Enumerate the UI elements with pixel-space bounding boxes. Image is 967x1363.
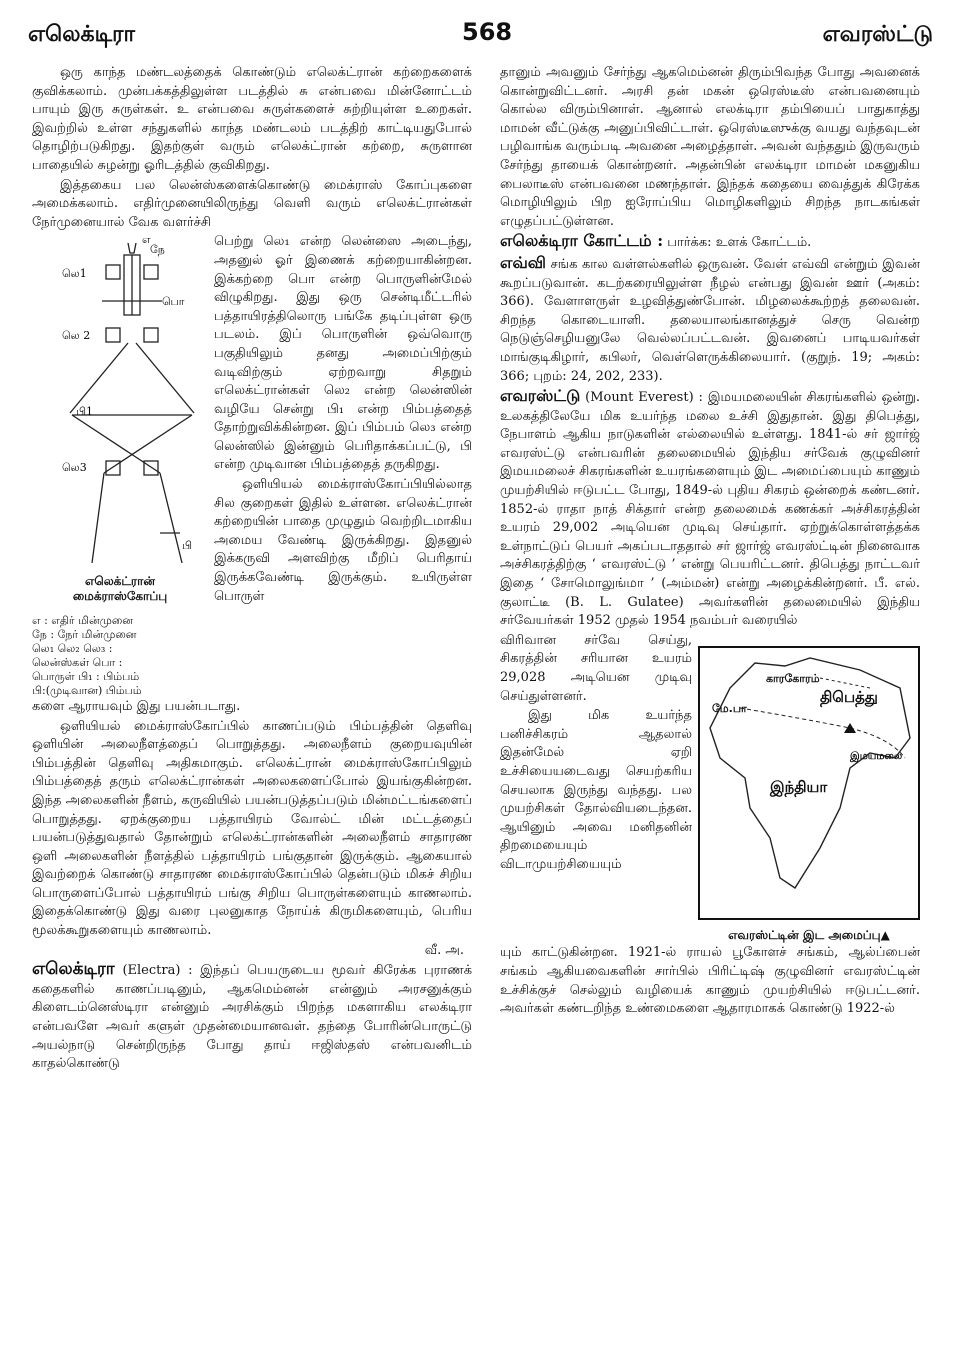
map-figure xyxy=(698,646,920,945)
map-label-india: இந்தியா xyxy=(770,777,828,796)
label-pi1: பி1 xyxy=(76,405,94,419)
label-ne: நே xyxy=(150,243,165,257)
entry-text: பார்க்க: உளக் கோட்டம். xyxy=(667,235,812,251)
label-le2: லெ 2 xyxy=(62,329,91,343)
entry-heading: எவரஸ்ட்டு xyxy=(500,386,581,406)
paragraph: ஒளியியல் மைக்ராஸ்கோப்பியில்லாத சில குறைகள் இதில் உள்ளன. எலெக்ட்ரான் கற்றையின் பாதை முழுதும் வெற்றிடமாகிய அமைய வேண்டி இருக்கிறது. இதனுல் இக்கருவி அளவிற்கு மீறிப் பெரிதாய் இருக்கவேண்டி இருக்கும். உயிருள்ள பொருள் xyxy=(214,477,472,604)
paragraph: களை ஆராயவும் இது பயன்படாது. xyxy=(32,698,241,714)
paragraph: ஒளியியல் மைக்ராஸ்கோப்பில் காணப்படும் பிம்பத்தின் தெளிவு ஒளியின் அலைநீளத்தைப் பொறுத்தது. அலைநீளம் குறையவுயின் பிம்பத்தின் தெளிவு அதிகமாகும். எலெக்ட்ரான் மைக்ராஸ்கோப்பிலும் பிம்பத்தைத் தரும் எலெக்ட்ரான்கள் அலைகளைப்போல் இயங்குகின்றன. இந்த அலைகளின் நீளம், கருவியில் பயன்படுத்தப்படும் மின்மட்டங்களைப் பொறுத்தது. ஏறக்குறைய பத்தாயிரம் வோல்ட் மின் மட்டத்தைப் பயன்படுத்துவதால் தோன்றும் எலெக்ட்ரான்களின் அலைநீளம் சாதாரண ஒளி அலைகளின் நீளத்தில் பத்தாயிரம் பங்குதான் இருக்கும். ஆகையால் இவற்றைக் கொண்டு சாதாரண மைக்ராஸ்கோப்பில் தென்படும் மிகச் சிறிய பொருளைப்போல் பத்தாயிரம் பங்கு சிறிய பொருள்களையும் காணலாம். இதைக்கொண்டு இது வரை புலனுகாத நோய்க் கிருமிகளையும், பெரிய மூலக்கூறுகளையும் காணலாம். xyxy=(32,718,472,939)
running-head-right: எவரஸ்ட்டு xyxy=(822,22,933,47)
entry-text: சங்க கால வள்ளல்களில் ஒருவன். வேள் எவ்வி என்றும் இவன் கூறப்படுவான். கடற்கரையிலுள்ள நீழல் என்பது இவன் ஊர் (அகம்: 366). வேளாளருள் உழவித்துண்போன். மிழலைக்கூற்றத் தலைவன். சிறந்த கொடையாளி. தலையாலங்கானத்துச் செரு வென்ற நெடுஞ்செழியனுலே வெல்லப்பட்டவன். இவனைப் பாடியவர்கள் மாங்குடிகிழார், கபிலர், வெள்ளெருக்கிலையார். (குறுந். 19; அகம்: 366; புறம்: 24, 202, 233). xyxy=(500,256,920,384)
entry-text: இமயமலையின் சிகரங்களில் ஒன்று. உலகத்திலேயே மிக உயர்ந்த மலை உச்சி இதுதான். இது திபெத்து, நேபாளம் ஆகிய நாடுகளின் எல்லையில் உள்ளது. 1841-ல் சர் ஜார்ஜ் எவரஸ்ட்டு என்பவரின் தலைமையில் இந்திய சர்வேக் குழுவினர் இமயமலைச் சிகரங்களின் உயரங்களையும் இட அமைப்பையும் காணும் முயற்சியில் ஈடுபட்ட போது, 1849-ல் புதிய சிகரம் ஒன்றைக் கண்டனர். 1852-ல் ராதா நாத் சிக்தார் என்ற தலைமைக் கணக்கர் அச்சிகரத்தின் உயரம் 29,002 அடியென முடிவு செய்தார். ஏற்றுக்கொள்ளத்தக்க உள்நாட்டுப் பெயர் அகப்படாததால் சர் ஜார்ஜ் எவரஸ்ட்டின் நினைவாக அச்சிகரத்திற்கு ‘ எவரஸ்ட்டு ’ என்று பெயரிட்டனர். திபெத்து நாட்டவர் இதை ‘ சோமொலுங்மா ’ (அம்மன்) என்று அழைக்கின்றனர். பீ. எல். குலாட்டீ (B. L. Gulatee) அவர்களின் தலைமையில் இந்திய சர்வேயர்கள் 1952 முதல் 1954 நவம்பர் வரையில் xyxy=(500,390,920,629)
label-le3: லெ3 xyxy=(62,461,87,475)
entry-kottam xyxy=(500,232,920,253)
paragraph: ஒரு காந்த மண்டலத்தைக் கொண்டும் எலெக்ட்ரான் கற்றைகளைக் குவிக்கலாம். முன்பக்கத்திலுள்ள படத்தில் சு என்பவை மின்னோட்டம் பாயும் இரு சுருள்கள். உ என்பவை சுருள்களைச் சுற்றியுள்ள உறைகள். இவற்றில் உள்ள சந்துகளில் காந்த மண்டலம் படத்திற் காட்டியதுபோல் தொழிற்படுகிறது. இதற்குள் வரும் எலெக்ட்ரான் கற்றை, சுருளான பாதையில் சுழன்று ஓரிடத்தில் குவிகிறது. xyxy=(32,65,472,173)
label-e: எ xyxy=(142,233,151,247)
map-block xyxy=(500,632,920,945)
legend-item: லென்ஸ்கள் பொ : xyxy=(32,655,123,669)
map-label-tibet: திபெத்து xyxy=(820,687,878,706)
entry-english: (Electra) : xyxy=(122,963,193,979)
caption-line: எலெக்ட்ரான் xyxy=(85,573,155,588)
figure-block xyxy=(32,233,472,698)
entry-heading: எலெக்டிரா கோட்டம் : xyxy=(500,231,664,251)
legend-item: லெ₁ லெ₂ லெ₃ : xyxy=(32,641,113,655)
page-number: 568 xyxy=(462,18,513,46)
figure-side-text xyxy=(214,233,472,698)
figure-caption xyxy=(32,574,208,604)
paragraph: இது மிக உயர்ந்த பனிச்சிகரம் ஆதலால் இதன்மேல் ஏறி உச்சியையடைவது செயற்கரிய செயலாக இருந்து வந்தது. பல முயற்சிகள் தோல்வியடைந்தன. ஆயினும் அவை மனிதனின் திறமையையும் விடாமுயற்சியையும் xyxy=(500,708,692,872)
legend-item: பொருள் பி₁ : பிம்பம் xyxy=(32,669,140,683)
label-le1: லெ1 xyxy=(62,267,87,281)
entry-heading: எலெக்டிரா xyxy=(32,959,115,980)
entry-electra xyxy=(32,960,472,1074)
entry-english: (Mount Everest) : xyxy=(585,390,703,406)
left-column xyxy=(32,64,472,1075)
running-head-left: எலெக்டிரா xyxy=(28,22,135,47)
right-column xyxy=(500,64,920,1020)
map-label-karakoram: காரகோரம் xyxy=(766,671,820,685)
electron-microscope-diagram xyxy=(32,233,208,563)
map-label-himalaya: இமயமலை xyxy=(850,750,903,762)
entry-everest xyxy=(500,387,920,631)
paragraph: யும் காட்டுகின்றன. 1921-ல் ராயல் பூகோளச் சங்கம், ஆல்ப்பைன் சங்கம் ஆகியவைகளின் சார்பில் பிரிட்டிஷ் குழுவினர் எவரஸ்ட்டின் உச்சிக்குச் செல்லும் வழியைக் காணும் முயற்சியில் ஈடுபட்டனர். அவர்கள் கண்டறிந்த உண்மைகளை ஆதாரமாகக் கொண்டு 1922-ல் xyxy=(500,945,920,1017)
map-side-text xyxy=(500,632,692,945)
legend-item: எ : எதிர் மின்முனை xyxy=(32,613,133,627)
everest-marker-icon xyxy=(844,723,856,733)
legend-item: பி:(முடிவான) பிம்பம் xyxy=(32,683,142,697)
entry-text: இந்தப் பெயருடைய மூவர் கிரேக்க புராணக் கதைகளில் காணப்படினும், ஆகமெம்னன் என்னும் அரசனுக்கும் கிளைடம்னெஸ்டிரா என்னும் அரசிக்கும் பிறந்த மகளாகிய எலக்டிரா என்பவளே அவர் களுள் முதன்மையானவள். தந்தை போரின்பொருட்டு அயல்நாடு சென்றிருந்த போது தாய் ஈஜிஸ்தஸ் என்பவனிடம் காதல்கொண்டு xyxy=(32,963,473,1072)
entry-evvi xyxy=(500,254,920,386)
paragraph: இத்தகைய பல லென்ஸ்களைக்கொண்டு மைக்ராஸ் கோப்புகளை அமைக்கலாம். எதிர்முனையிலிருந்து வெளி வரும் எலெக்ட்ரான்கள் நேர்முனையால் வேக வளர்ச்சி xyxy=(32,177,472,230)
paragraph: தானும் அவனும் சேர்ந்து ஆகமெம்னன் திரும்பிவந்த போது அவனைக் கொன்றுவிட்டனர். அரசி தன் மகன் ஒரெஸ்டீஸ் என்பவனையும் கொல்ல விரும்பினாள். ஆனால் எலக்டிரா தம்பியைப் பாதுகாத்து மாமன் வீட்டுக்கு அனுப்பிவிட்டாள். ஒரெஸ்டீஸுக்கு வயது வந்தவுடன் பழிவாங்க வரும்படி அவனை அழைத்தாள். அவன் வந்ததும் இருவரும் சேர்ந்து தாயைக் கொன்றனர். அதன்பின் எலக்டிரா மாமன் மகனுகிய பைலாடீஸ் என்பவனை மணந்தாள். இந்தக் கதையை வைத்துக் கிரேக்க மொழியிலும் பிற ஐரோப்பிய மொழிகளிலும் சிறந்த நாடகங்கள் எழுதப்பட்டுள்ளன. xyxy=(500,65,920,229)
figure-legend xyxy=(32,614,208,698)
entry-heading: எவ்வி xyxy=(500,252,546,272)
label-po: பொ xyxy=(162,295,185,309)
paragraph: விரிவான சர்வே செய்து, சிகரத்தின் சரியான உயரம் 29,028 அடியென முடிவு செய்துள்ளனர். xyxy=(500,632,692,704)
label-pi: பி xyxy=(182,539,193,553)
paragraph: பெற்று லெ₁ என்ற லென்ஸை அடைந்து, அதனுல் ஓர் இணைக் கற்றையாகின்றன. இக்கற்றை பொ என்ற பொருளின்மேல் விழுகிறது. இது ஒரு சென்டிமீட்டரில் பத்தாயிரத்திலொரு பங்கே தடிப்புள்ள ஒரு படலம். இப் பொருளின் ஒவ்வொரு பகுதியிலும் தனது அமைப்பிற்கும் வடிவிற்கும் ஏற்றவாறு சிதறும் எலெக்ட்ரான்கள் லெ₂ என்ற லென்ஸின் வழியே சென்று பி₁ என்ற பிம்பத்தைத் தோற்றுவிக்கின்றன. இப் பிம்பம் லெ₃ என்ற லென்ஸில் இன்னும் பெரிதாக்கப்பட்டு, பி என்ற முடிவான பிம்பத்தைத் தருகிறது. xyxy=(214,234,472,473)
figure xyxy=(32,233,208,698)
caption-line: மைக்ராஸ்கோப்பு xyxy=(72,588,168,603)
legend-item: நே : நேர் மின்முனை xyxy=(32,627,137,641)
map-caption: எவரஸ்ட்டின் இட அமைப்பு▲ xyxy=(728,927,890,942)
author-initials: வீ. அ. xyxy=(424,942,464,958)
map-label-west-range: மே.பா xyxy=(712,701,747,715)
everest-location-map xyxy=(698,646,920,920)
